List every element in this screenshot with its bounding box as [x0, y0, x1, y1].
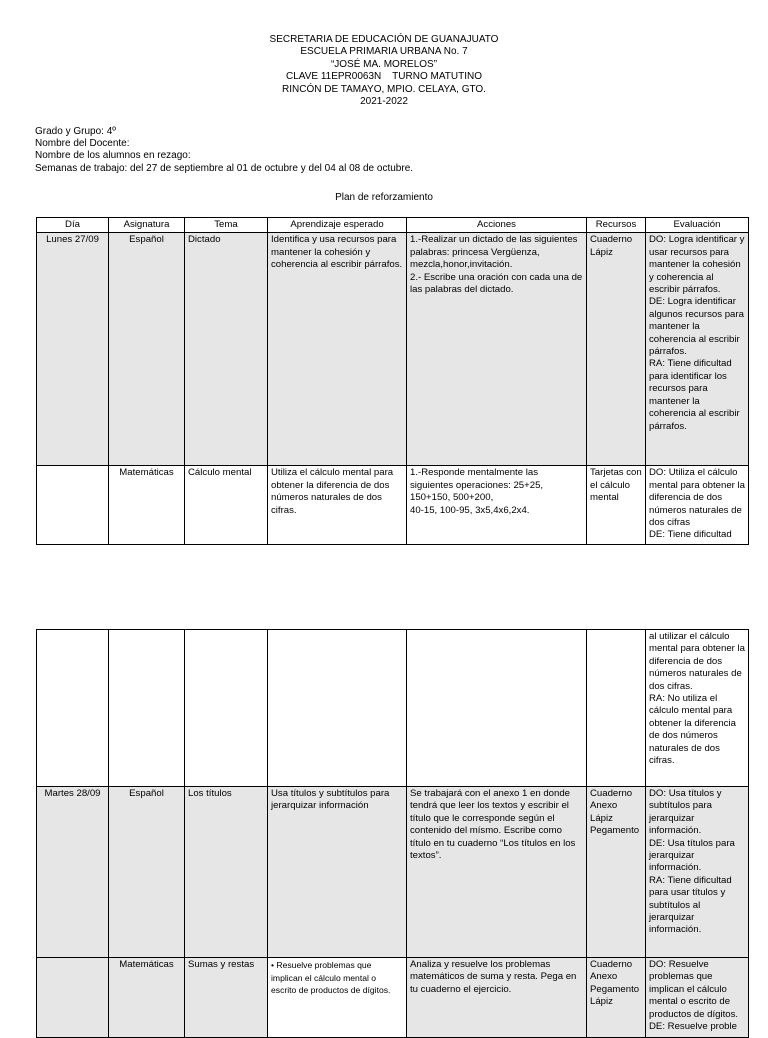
- header-line: CLAVE 11EPR0063N TURNO MATUTINO: [286, 71, 482, 83]
- header-line: RINCÓN DE TAMAYO, MPIO. CELAYA, GTO.: [282, 83, 486, 95]
- col-header-asignatura: Asignatura: [109, 218, 185, 233]
- cell-tema: Cálculo mental: [185, 466, 268, 545]
- grado-grupo: Grado y Grupo: 4º: [35, 126, 116, 137]
- cell-asignatura: Español: [109, 787, 185, 958]
- header-line: ESCUELA PRIMARIA URBANA No. 7: [300, 46, 468, 58]
- table-row: [37, 233, 749, 466]
- cell-tema: Dictado: [185, 233, 268, 466]
- cell-evaluacion: DO: Usa títulos y subtítulos para jerarquizar información. DE: Usa títulos para jerarquizar información. RA: Tiene dificultad para usar títulos y subtítulos al jerarquizar información.: [646, 787, 749, 958]
- cell-evaluacion: DO: Resuelve problemas que implican el cálculo mental o escrito de productos de dígitos. DE: Resuelve proble: [646, 958, 749, 1038]
- cell-asignatura: [109, 630, 185, 787]
- school-header: [0, 34, 768, 108]
- cell-acciones: [407, 630, 587, 787]
- table-row: [37, 787, 749, 958]
- cell-recursos: [587, 630, 646, 787]
- cell-evaluacion: DO: Utiliza el cálculo mental para obtener la diferencia de dos números naturales de dos cifras DE: Tiene dificultad: [646, 466, 749, 545]
- header-line: “JOSÉ MA. MORELOS”: [330, 58, 438, 70]
- cell-dia: [37, 630, 109, 787]
- cell-aprendizaje: Usa títulos y subtítulos para jerarquizar información: [268, 787, 407, 958]
- cell-recursos: Cuaderno Lápiz: [587, 233, 646, 466]
- document-page-2: [0, 615, 768, 1033]
- cell-acciones: 1.-Realizar un dictado de las siguientes palabras: princesa Vergüenza, mezcla,honor,invitación. 2.- Escribe una oración con cada una de las palabras del dictado.: [407, 233, 587, 466]
- page-gap: [0, 590, 768, 615]
- info-block: [35, 126, 413, 175]
- cell-dia: Martes 28/09: [37, 787, 109, 958]
- col-header-recursos: Recursos: [587, 218, 646, 233]
- nombre-docente: Nombre del Docente:: [35, 138, 130, 150]
- table-header-row: [37, 218, 749, 233]
- cell-aprendizaje: Utiliza el cálculo mental para obtener la diferencia de dos números naturales de dos cifras.: [268, 466, 407, 545]
- cell-asignatura: Español: [109, 233, 185, 466]
- cell-recursos: Tarjetas con el cálculo mental: [587, 466, 646, 545]
- cell-recursos: Cuaderno Anexo Lápiz Pegamento: [587, 787, 646, 958]
- cell-tema: [185, 630, 268, 787]
- cell-tema: Los títulos: [185, 787, 268, 958]
- cell-dia: Lunes 27/09: [37, 233, 109, 466]
- col-header-evaluacion: Evaluación: [646, 218, 749, 233]
- header-line: 2021-2022: [360, 96, 408, 108]
- cell-evaluacion: DO: Logra identificar y usar recursos para mantener la cohesión y coherencia al escribir párrafos. DE: Logra identificar algunos recursos para mantener la coherencia al escribir párrafos. RA: Tiene dificultad para identificar los recursos para mantener la coherencia al escribir párrafos.: [646, 233, 749, 466]
- plan-table-page-1: [36, 217, 749, 545]
- col-header-tema: Tema: [185, 218, 268, 233]
- table-row: [37, 466, 749, 545]
- table-row: [37, 958, 749, 1038]
- col-header-acciones: Acciones: [407, 218, 587, 233]
- cell-dia: [37, 466, 109, 545]
- cell-acciones: 1.-Responde mentalmente las siguientes operaciones: 25+25, 150+150, 500+200, 40-15, 100-95, 3x5,4x6,2x4.: [407, 466, 587, 545]
- cell-asignatura: Matemáticas: [109, 958, 185, 1038]
- cell-acciones: Se trabajará con el anexo 1 en donde tendrá que leer los textos y escribir el título que le corresponde según el contenido del mísmo. Escribe como título en tu cuaderno “Los títulos en los textos”.: [407, 787, 587, 958]
- cell-recursos: Cuaderno Anexo Pegamento Lápiz: [587, 958, 646, 1038]
- semanas-trabajo: Semanas de trabajo: del 27 de septiembre al 01 de octubre y del 04 al 08 de octubre.: [35, 162, 414, 174]
- plan-title: Plan de reforzamiento: [335, 192, 433, 203]
- cell-aprendizaje: Identifica y usa recursos para mantener la cohesión y coherencia al escribir párrafos.: [268, 233, 407, 466]
- cell-aprendizaje: [268, 630, 407, 787]
- cell-dia: [37, 958, 109, 1038]
- plan-table-page-2: [36, 629, 749, 1038]
- table-row: [37, 630, 749, 787]
- cell-asignatura: Matemáticas: [109, 466, 185, 545]
- nombre-alumnos: Nombre de los alumnos en rezago:: [35, 150, 191, 162]
- cell-acciones: Analiza y resuelve los problemas matemáticos de suma y resta. Pega en tu cuaderno el ejercicio.: [407, 958, 587, 1038]
- cell-tema: Sumas y restas: [185, 958, 268, 1038]
- col-header-dia: Día: [37, 218, 109, 233]
- col-header-aprendizaje: Aprendizaje esperado: [268, 218, 407, 233]
- cell-evaluacion: al utilizar el cálculo mental para obtener la diferencia de dos números naturales de dos cifras. RA: No utiliza el cálculo mental para obtener la diferencia de dos números naturales de dos cifras.: [646, 630, 749, 787]
- cell-aprendizaje: • Resuelve problemas que implican el cálculo mental o escrito de productos de dígitos.: [268, 958, 407, 1038]
- header-line: SECRETARIA DE EDUCACIÓN DE GUANAJUATO: [269, 34, 499, 45]
